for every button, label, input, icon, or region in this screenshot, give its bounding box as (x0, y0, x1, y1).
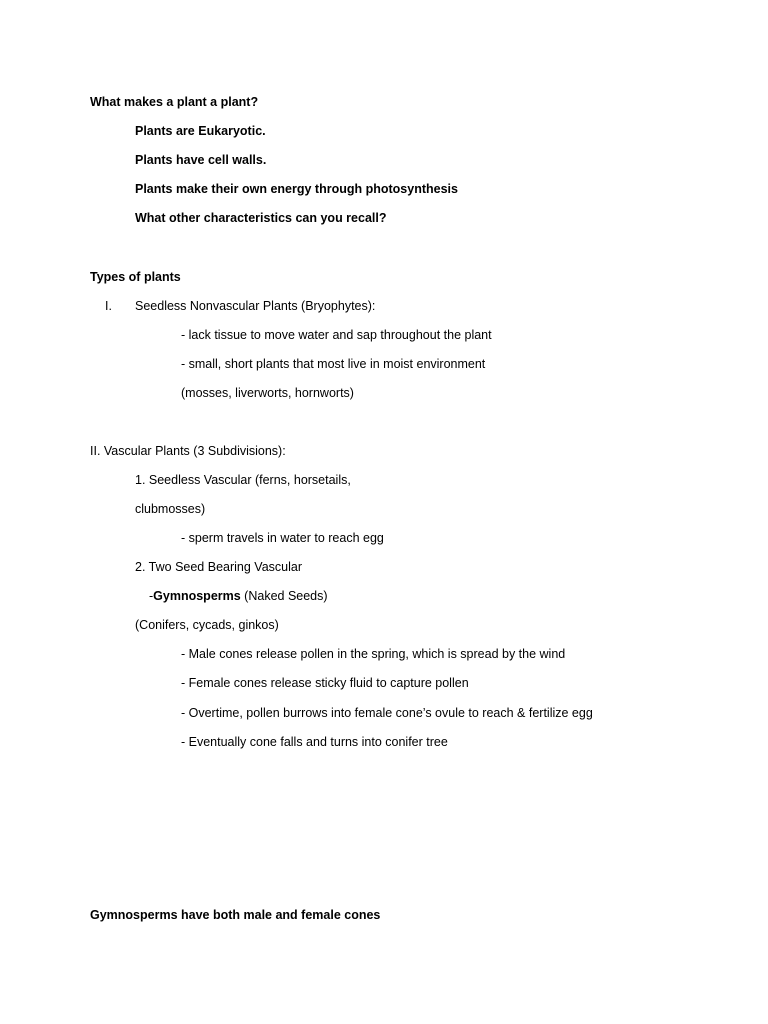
list-item: Plants have cell walls. (135, 153, 267, 167)
list-item: - Female cones release sticky fluid to capture pollen (181, 676, 469, 690)
list-item: - Overtime, pollen burrows into female cone’s ovule to reach & fertilize egg (181, 706, 593, 720)
gymnosperms-term: Gymnosperms (153, 589, 241, 603)
subdivision-title: 2. Two Seed Bearing Vascular (135, 560, 302, 574)
section-heading-types-of-plants: Types of plants (90, 270, 181, 284)
gymnosperms-note: (Naked Seeds) (240, 589, 328, 603)
gymnosperms-line (149, 588, 328, 604)
examples-text: (Conifers, cycads, ginkos) (135, 618, 279, 632)
list-item: What other characteristics can you recall? (135, 211, 387, 225)
examples-text: (mosses, liverworts, hornworts) (181, 386, 354, 400)
nonvascular-title: Seedless Nonvascular Plants (Bryophytes): (135, 299, 376, 313)
list-item: - Eventually cone falls and turns into conifer tree (181, 735, 448, 749)
list-item: - small, short plants that most live in moist environment (181, 357, 486, 371)
outline-numeral: I. (105, 299, 112, 313)
list-item: Plants are Eukaryotic. (135, 124, 266, 138)
list-item: - sperm travels in water to reach egg (181, 531, 384, 545)
list-item: - lack tissue to move water and sap throughout the plant (181, 328, 492, 342)
list-item: - Male cones release pollen in the spring, which is spread by the wind (181, 647, 566, 661)
subdivision-title-continued: clubmosses) (135, 502, 206, 516)
subdivision-title: 1. Seedless Vascular (ferns, horsetails, (135, 473, 351, 487)
section-heading-plant-definition: What makes a plant a plant? (90, 95, 259, 109)
dash-prefix: - (149, 589, 154, 603)
list-item: Plants make their own energy through photosynthesis (135, 182, 458, 196)
vascular-title: II. Vascular Plants (3 Subdivisions): (90, 444, 286, 458)
footer-heading: Gymnosperms have both male and female cones (90, 908, 381, 922)
